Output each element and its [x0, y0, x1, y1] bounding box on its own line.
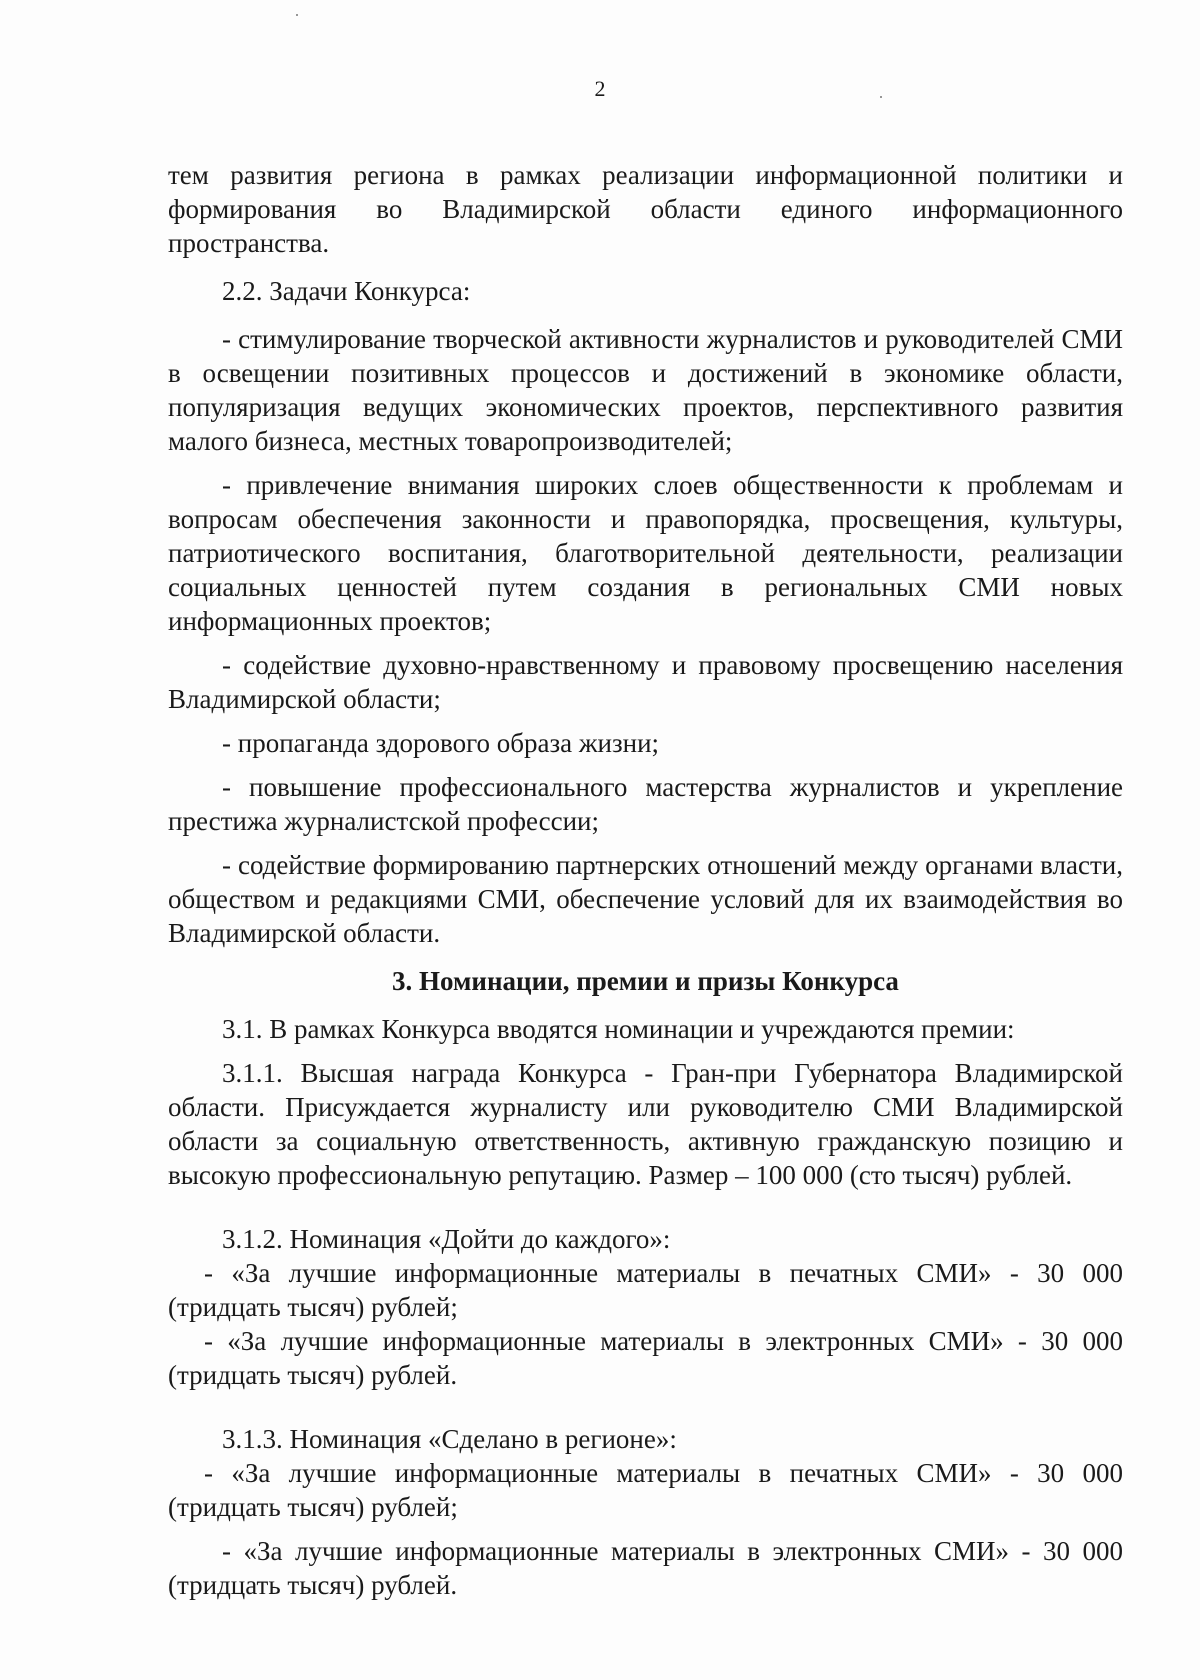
paragraph-3-1: 3.1. В рамках Конкурса вводятся номинации и учреждаются премии: [222, 1014, 1015, 1044]
paragraph-3-1-1: 3.1.1. Высшая награда Конкурса - Гран-при Губернатора Владимирской области. Присуждается журналисту или руководителю СМИ Владимирской области за социальную ответственность, активную гражданскую позицию и высокую профессиональную репутацию. Размер – 100 000 (сто тысяч) рублей. [168, 1058, 1123, 1190]
nomination-2-item-2: - «За лучшие информационные материалы в электронных СМИ» - 30 000 (тридцать тысяч) рублей. [168, 1536, 1123, 1600]
scan-speck [296, 14, 298, 16]
paragraph-task-4: - пропаганда здорового образа жизни; [222, 728, 660, 758]
nomination-1-item-2: - «За лучшие информационные материалы в электронных СМИ» - 30 000 (тридцать тысяч) рублей. [168, 1326, 1123, 1390]
paragraph-task-2: - привлечение внимания широких слоев общественности к проблемам и вопросам обеспечения законности и правопорядка, просвещения, культуры, патриотического воспитания, благотворительной деятельности, реализации социальных ценностей путем создания в региональных СМИ новых информационных проектов; [168, 470, 1123, 636]
paragraph-task-1: - стимулирование творческой активности журналистов и руководителей СМИ в освещении позитивных процессов и достижений в экономике области, популяризация ведущих экономических проектов, перспективного развития малого бизнеса, местных товаропроизводителей; [168, 324, 1123, 456]
document-body [168, 158, 1123, 1602]
nomination-1-title: 3.1.2. Номинация «Дойти до каждого»: [222, 1224, 671, 1254]
nomination-2-item-1: - «За лучшие информационные материалы в печатных СМИ» - 30 000 (тридцать тысяч) рублей; [168, 1458, 1123, 1522]
section-heading: 3. Номинации, премии и призы Конкурса [392, 966, 899, 996]
paragraph-continuation: тем развития региона в рамках реализации информационной политики и формирования во Владимирской области единого информационного пространства. [168, 160, 1123, 258]
paragraph-task-3: - содействие духовно-нравственному и правовому просвещению населения Владимирской области; [168, 650, 1123, 714]
nomination-1-item-1: - «За лучшие информационные материалы в печатных СМИ» - 30 000 (тридцать тысяч) рублей; [168, 1258, 1123, 1322]
paragraph-tasks-heading: 2.2. Задачи Конкурса: [222, 276, 471, 306]
nomination-2-title: 3.1.3. Номинация «Сделано в регионе»: [222, 1424, 677, 1454]
page-number: 2 [594, 76, 606, 101]
paragraph-task-6: - содействие формированию партнерских отношений между органами власти, обществом и редакциями СМИ, обеспечение условий для их взаимодействия во Владимирской области. [168, 850, 1123, 948]
paragraph-task-5: - повышение профессионального мастерства журналистов и укрепление престижа журналистской профессии; [168, 772, 1123, 836]
